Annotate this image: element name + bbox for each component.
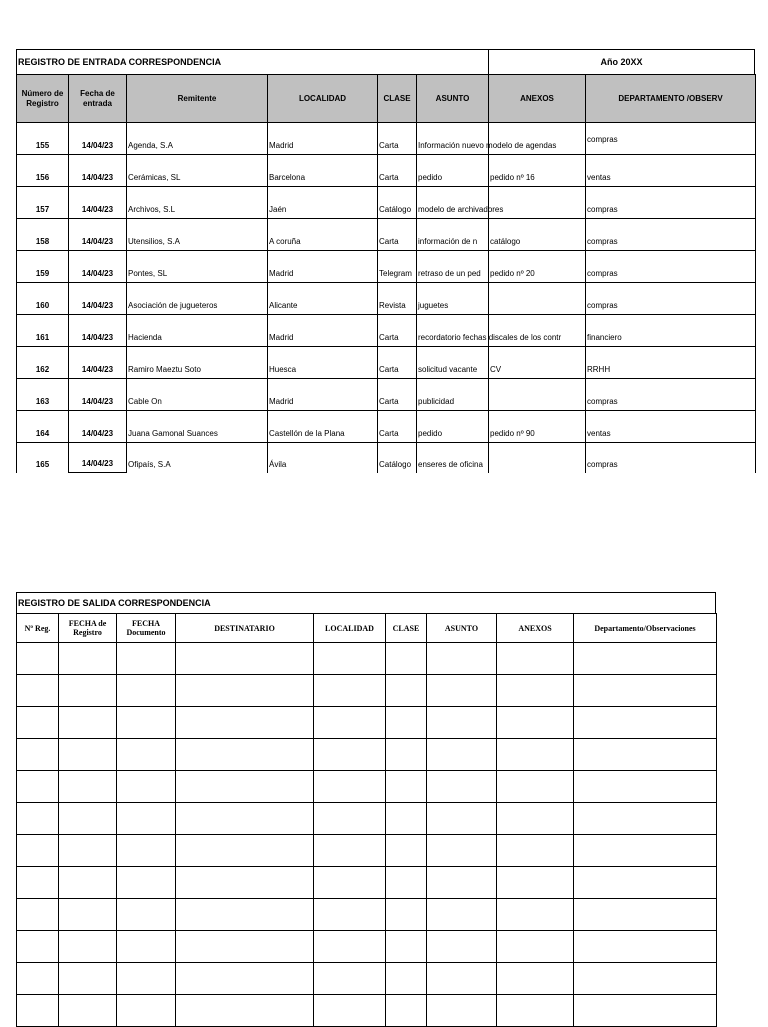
- salida-cell-clase[interactable]: [386, 995, 427, 1027]
- cell-remitente: Pontes, SL: [127, 251, 268, 283]
- cell-numero: 163: [17, 379, 69, 411]
- cell-asunto: Información nuevo modelo de agendas: [417, 123, 489, 155]
- salida-cell-fecha-registro[interactable]: [59, 995, 117, 1027]
- cell-clase: Carta: [378, 315, 417, 347]
- cell-remitente: Asociación de jugueteros: [127, 283, 268, 315]
- table-row: [17, 123, 756, 155]
- salida-cell-fecha-registro[interactable]: [59, 835, 117, 867]
- cell-departamento: compras: [586, 379, 756, 411]
- header-remitente: Remitente: [127, 75, 268, 123]
- cell-anexos: pedido nº 20: [489, 251, 586, 283]
- salida-cell-localidad[interactable]: [314, 963, 386, 995]
- cell-departamento: ventas: [586, 411, 756, 443]
- salida-cell-destinatario[interactable]: [176, 803, 314, 835]
- salida-cell-destinatario[interactable]: [176, 995, 314, 1027]
- salida-cell-localidad[interactable]: [314, 707, 386, 739]
- salida-cell-clase[interactable]: [386, 931, 427, 963]
- salida-cell-asunto[interactable]: [427, 739, 497, 771]
- salida-cell-clase[interactable]: [386, 739, 427, 771]
- cell-fecha: 14/04/23: [69, 347, 127, 379]
- cell-clase: Carta: [378, 219, 417, 251]
- table-row: [17, 187, 756, 219]
- salida-cell-fecha-documento[interactable]: [117, 643, 176, 675]
- salida-cell-numero[interactable]: [17, 867, 59, 899]
- entrada-register: [16, 49, 755, 473]
- salida-cell-clase[interactable]: [386, 771, 427, 803]
- cell-anexos: [489, 283, 586, 315]
- cell-departamento: compras: [586, 443, 756, 473]
- cell-fecha: 14/04/23: [69, 187, 127, 219]
- salida-cell-asunto[interactable]: [427, 675, 497, 707]
- cell-departamento: compras: [586, 283, 756, 315]
- table-row: [17, 803, 717, 835]
- salida-cell-fecha-registro[interactable]: [59, 643, 117, 675]
- salida-cell-anexos[interactable]: [497, 643, 574, 675]
- cell-anexos: pedido nº 16: [489, 155, 586, 187]
- cell-asunto: publicidad: [417, 379, 489, 411]
- salida-cell-departamento[interactable]: [574, 675, 717, 707]
- salida-cell-departamento[interactable]: [574, 835, 717, 867]
- salida-cell-fecha-registro[interactable]: [59, 931, 117, 963]
- salida-cell-clase[interactable]: [386, 867, 427, 899]
- cell-clase: Carta: [378, 155, 417, 187]
- salida-header-asunto: ASUNTO: [427, 614, 497, 643]
- salida-cell-anexos[interactable]: [497, 803, 574, 835]
- salida-cell-anexos[interactable]: [497, 995, 574, 1027]
- salida-cell-fecha-documento[interactable]: [117, 995, 176, 1027]
- table-row: [17, 675, 717, 707]
- cell-fecha: 14/04/23: [69, 411, 127, 443]
- salida-cell-anexos[interactable]: [497, 707, 574, 739]
- salida-cell-fecha-registro[interactable]: [59, 899, 117, 931]
- cell-localidad: Madrid: [268, 315, 378, 347]
- table-row: [17, 771, 717, 803]
- cell-remitente: Agenda, S.A: [127, 123, 268, 155]
- salida-cell-fecha-documento[interactable]: [117, 707, 176, 739]
- salida-cell-departamento[interactable]: [574, 931, 717, 963]
- entrada-title-row: [16, 49, 755, 74]
- salida-cell-fecha-registro[interactable]: [59, 675, 117, 707]
- cell-asunto: modelo de archivadores: [417, 187, 489, 219]
- table-row: [17, 283, 756, 315]
- salida-cell-destinatario[interactable]: [176, 867, 314, 899]
- header-departamento: DEPARTAMENTO /OBSERV: [586, 75, 756, 123]
- salida-cell-departamento[interactable]: [574, 995, 717, 1027]
- salida-cell-departamento[interactable]: [574, 771, 717, 803]
- salida-cell-fecha-documento[interactable]: [117, 867, 176, 899]
- salida-cell-destinatario[interactable]: [176, 643, 314, 675]
- salida-cell-anexos[interactable]: [497, 835, 574, 867]
- table-row: [17, 347, 756, 379]
- cell-departamento: compras: [586, 187, 756, 219]
- table-row: [17, 411, 756, 443]
- salida-header-anexos: ANEXOS: [497, 614, 574, 643]
- salida-cell-destinatario[interactable]: [176, 899, 314, 931]
- cell-clase: Carta: [378, 411, 417, 443]
- cell-remitente: Archivos, S.L: [127, 187, 268, 219]
- salida-cell-localidad[interactable]: [314, 739, 386, 771]
- table-row: [17, 931, 717, 963]
- entrada-year: Año 20XX: [600, 57, 643, 67]
- salida-cell-fecha-registro[interactable]: [59, 739, 117, 771]
- cell-localidad: Madrid: [268, 251, 378, 283]
- table-row: [17, 315, 756, 347]
- cell-departamento: compras: [586, 123, 756, 155]
- salida-cell-anexos[interactable]: [497, 867, 574, 899]
- cell-fecha: 14/04/23: [69, 219, 127, 251]
- salida-cell-numero[interactable]: [17, 803, 59, 835]
- salida-cell-destinatario[interactable]: [176, 675, 314, 707]
- salida-cell-fecha-documento[interactable]: [117, 803, 176, 835]
- salida-cell-fecha-documento[interactable]: [117, 835, 176, 867]
- salida-title: REGISTRO DE SALIDA CORRESPONDENCIA: [16, 592, 716, 613]
- cell-numero: 160: [17, 283, 69, 315]
- cell-fecha: 14/04/23: [69, 315, 127, 347]
- salida-cell-clase[interactable]: [386, 963, 427, 995]
- cell-fecha: 14/04/23: [69, 123, 127, 155]
- salida-cell-anexos[interactable]: [497, 931, 574, 963]
- table-row: [17, 379, 756, 411]
- salida-header-fecha-documento: FECHA Documento: [117, 614, 176, 643]
- salida-cell-destinatario[interactable]: [176, 931, 314, 963]
- salida-cell-clase[interactable]: [386, 675, 427, 707]
- cell-localidad: Alicante: [268, 283, 378, 315]
- cell-localidad: Madrid: [268, 379, 378, 411]
- cell-numero: 156: [17, 155, 69, 187]
- salida-body: [17, 643, 717, 1027]
- cell-departamento: compras: [586, 219, 756, 251]
- cell-numero: 161: [17, 315, 69, 347]
- salida-header-clase: CLASE: [386, 614, 427, 643]
- cell-anexos: catálogo: [489, 219, 586, 251]
- header-fecha: Fecha de entrada: [69, 75, 127, 123]
- salida-cell-numero[interactable]: [17, 899, 59, 931]
- salida-cell-localidad[interactable]: [314, 995, 386, 1027]
- salida-cell-asunto[interactable]: [427, 803, 497, 835]
- cell-asunto: enseres de oficina: [417, 443, 489, 473]
- salida-cell-asunto[interactable]: [427, 835, 497, 867]
- cell-numero: 159: [17, 251, 69, 283]
- salida-cell-clase[interactable]: [386, 803, 427, 835]
- salida-cell-localidad[interactable]: [314, 867, 386, 899]
- cell-localidad: Barcelona: [268, 155, 378, 187]
- cell-remitente: Cerámicas, SL: [127, 155, 268, 187]
- table-row: [17, 643, 717, 675]
- salida-cell-clase[interactable]: [386, 707, 427, 739]
- salida-table: [16, 613, 717, 1027]
- table-row: [17, 867, 717, 899]
- cell-departamento: financiero: [586, 315, 756, 347]
- salida-cell-fecha-documento[interactable]: [117, 739, 176, 771]
- cell-departamento: ventas: [586, 155, 756, 187]
- salida-cell-destinatario[interactable]: [176, 739, 314, 771]
- salida-cell-destinatario[interactable]: [176, 963, 314, 995]
- cell-anexos: [489, 379, 586, 411]
- table-row: [17, 443, 756, 473]
- salida-cell-numero[interactable]: [17, 675, 59, 707]
- table-row: [17, 707, 717, 739]
- salida-cell-anexos[interactable]: [497, 739, 574, 771]
- salida-header-fecha-registro: FECHA de Registro: [59, 614, 117, 643]
- table-row: [17, 155, 756, 187]
- salida-cell-numero[interactable]: [17, 963, 59, 995]
- salida-cell-anexos[interactable]: [497, 963, 574, 995]
- cell-fecha: 14/04/23: [69, 443, 127, 473]
- cell-anexos: [489, 443, 586, 473]
- cell-asunto: solicitud vacante: [417, 347, 489, 379]
- salida-cell-numero[interactable]: [17, 931, 59, 963]
- salida-cell-localidad[interactable]: [314, 643, 386, 675]
- salida-cell-fecha-documento[interactable]: [117, 931, 176, 963]
- salida-cell-asunto[interactable]: [427, 867, 497, 899]
- salida-cell-localidad[interactable]: [314, 899, 386, 931]
- entrada-table: [16, 74, 756, 473]
- cell-clase: Catálogo: [378, 187, 417, 219]
- salida-cell-fecha-registro[interactable]: [59, 803, 117, 835]
- salida-header-numero: Nº Reg.: [17, 614, 59, 643]
- cell-anexos: [489, 187, 586, 219]
- cell-localidad: Madrid: [268, 123, 378, 155]
- cell-localidad: Huesca: [268, 347, 378, 379]
- table-row: [17, 251, 756, 283]
- salida-cell-fecha-documento[interactable]: [117, 771, 176, 803]
- cell-numero: 162: [17, 347, 69, 379]
- salida-cell-departamento[interactable]: [574, 963, 717, 995]
- cell-remitente: Juana Gamonal Suances: [127, 411, 268, 443]
- table-row: [17, 835, 717, 867]
- cell-asunto: pedido: [417, 411, 489, 443]
- salida-cell-fecha-registro[interactable]: [59, 963, 117, 995]
- cell-numero: 165: [17, 443, 69, 473]
- cell-localidad: Ávila: [268, 443, 378, 473]
- cell-fecha: 14/04/23: [69, 379, 127, 411]
- cell-clase: Revista: [378, 283, 417, 315]
- cell-asunto: pedido: [417, 155, 489, 187]
- salida-cell-fecha-documento[interactable]: [117, 675, 176, 707]
- salida-cell-localidad[interactable]: [314, 803, 386, 835]
- cell-localidad: A coruña: [268, 219, 378, 251]
- salida-cell-destinatario[interactable]: [176, 835, 314, 867]
- header-numero: Número de Registro: [17, 75, 69, 123]
- table-row: [17, 899, 717, 931]
- salida-cell-anexos[interactable]: [497, 899, 574, 931]
- table-row: [17, 963, 717, 995]
- salida-cell-numero[interactable]: [17, 835, 59, 867]
- salida-cell-localidad[interactable]: [314, 835, 386, 867]
- salida-cell-anexos[interactable]: [497, 675, 574, 707]
- salida-cell-destinatario[interactable]: [176, 707, 314, 739]
- cell-anexos: pedido nº 90: [489, 411, 586, 443]
- cell-numero: 158: [17, 219, 69, 251]
- cell-remitente: Ofipaís, S.A: [127, 443, 268, 473]
- salida-cell-fecha-registro[interactable]: [59, 707, 117, 739]
- salida-cell-localidad[interactable]: [314, 771, 386, 803]
- salida-cell-anexos[interactable]: [497, 771, 574, 803]
- salida-cell-asunto[interactable]: [427, 995, 497, 1027]
- salida-cell-departamento[interactable]: [574, 707, 717, 739]
- cell-clase: Carta: [378, 379, 417, 411]
- cell-localidad: Castellón de la Plana: [268, 411, 378, 443]
- salida-cell-numero[interactable]: [17, 771, 59, 803]
- cell-remitente: Hacienda: [127, 315, 268, 347]
- cell-anexos: CV: [489, 347, 586, 379]
- cell-fecha: 14/04/23: [69, 251, 127, 283]
- salida-cell-numero[interactable]: [17, 995, 59, 1027]
- cell-clase: Catálogo: [378, 443, 417, 473]
- entrada-header-row: [17, 75, 756, 123]
- cell-clase: Carta: [378, 123, 417, 155]
- entrada-title: REGISTRO DE ENTRADA CORRESPONDENCIA: [17, 50, 489, 74]
- header-anexos: ANEXOS: [489, 75, 586, 123]
- salida-cell-asunto[interactable]: [427, 643, 497, 675]
- salida-header-destinatario: DESTINATARIO: [176, 614, 314, 643]
- salida-cell-localidad[interactable]: [314, 931, 386, 963]
- header-asunto: ASUNTO: [417, 75, 489, 123]
- salida-cell-asunto[interactable]: [427, 771, 497, 803]
- salida-cell-departamento[interactable]: [574, 899, 717, 931]
- table-row: [17, 995, 717, 1027]
- cell-numero: 157: [17, 187, 69, 219]
- cell-asunto: recordatorio fechas discales de los contr: [417, 315, 489, 347]
- salida-cell-numero[interactable]: [17, 643, 59, 675]
- salida-cell-fecha-registro[interactable]: [59, 867, 117, 899]
- salida-cell-asunto[interactable]: [427, 931, 497, 963]
- cell-clase: Carta: [378, 347, 417, 379]
- cell-departamento: compras: [586, 251, 756, 283]
- entrada-body: [17, 123, 756, 473]
- salida-cell-departamento[interactable]: [574, 803, 717, 835]
- salida-cell-asunto[interactable]: [427, 899, 497, 931]
- cell-numero: 164: [17, 411, 69, 443]
- salida-cell-clase[interactable]: [386, 899, 427, 931]
- cell-asunto: juguetes: [417, 283, 489, 315]
- cell-numero: 155: [17, 123, 69, 155]
- cell-remitente: Utensilios, S.A: [127, 219, 268, 251]
- salida-cell-fecha-documento[interactable]: [117, 963, 176, 995]
- salida-cell-asunto[interactable]: [427, 707, 497, 739]
- salida-cell-destinatario[interactable]: [176, 771, 314, 803]
- salida-header-row: [17, 614, 717, 643]
- salida-header-departamento: Departamento/Observaciones: [574, 614, 717, 643]
- cell-localidad: Jaén: [268, 187, 378, 219]
- salida-cell-asunto[interactable]: [427, 963, 497, 995]
- header-localidad: LOCALIDAD: [268, 75, 378, 123]
- salida-cell-departamento[interactable]: [574, 867, 717, 899]
- salida-register: [16, 592, 716, 1027]
- salida-cell-localidad[interactable]: [314, 675, 386, 707]
- cell-asunto: retraso de un ped: [417, 251, 489, 283]
- salida-header-localidad: LOCALIDAD: [314, 614, 386, 643]
- cell-departamento: RRHH: [586, 347, 756, 379]
- salida-cell-fecha-registro[interactable]: [59, 771, 117, 803]
- cell-remitente: Cable On: [127, 379, 268, 411]
- cell-fecha: 14/04/23: [69, 155, 127, 187]
- table-row: [17, 739, 717, 771]
- cell-asunto: información de n: [417, 219, 489, 251]
- salida-cell-fecha-documento[interactable]: [117, 899, 176, 931]
- salida-cell-numero[interactable]: [17, 707, 59, 739]
- cell-clase: Telegram: [378, 251, 417, 283]
- salida-cell-numero[interactable]: [17, 739, 59, 771]
- cell-remitente: Ramiro Maeztu Soto: [127, 347, 268, 379]
- salida-cell-departamento[interactable]: [574, 739, 717, 771]
- salida-cell-clase[interactable]: [386, 643, 427, 675]
- header-clase: CLASE: [378, 75, 417, 123]
- salida-cell-clase[interactable]: [386, 835, 427, 867]
- cell-fecha: 14/04/23: [69, 283, 127, 315]
- table-row: [17, 219, 756, 251]
- salida-cell-departamento[interactable]: [574, 643, 717, 675]
